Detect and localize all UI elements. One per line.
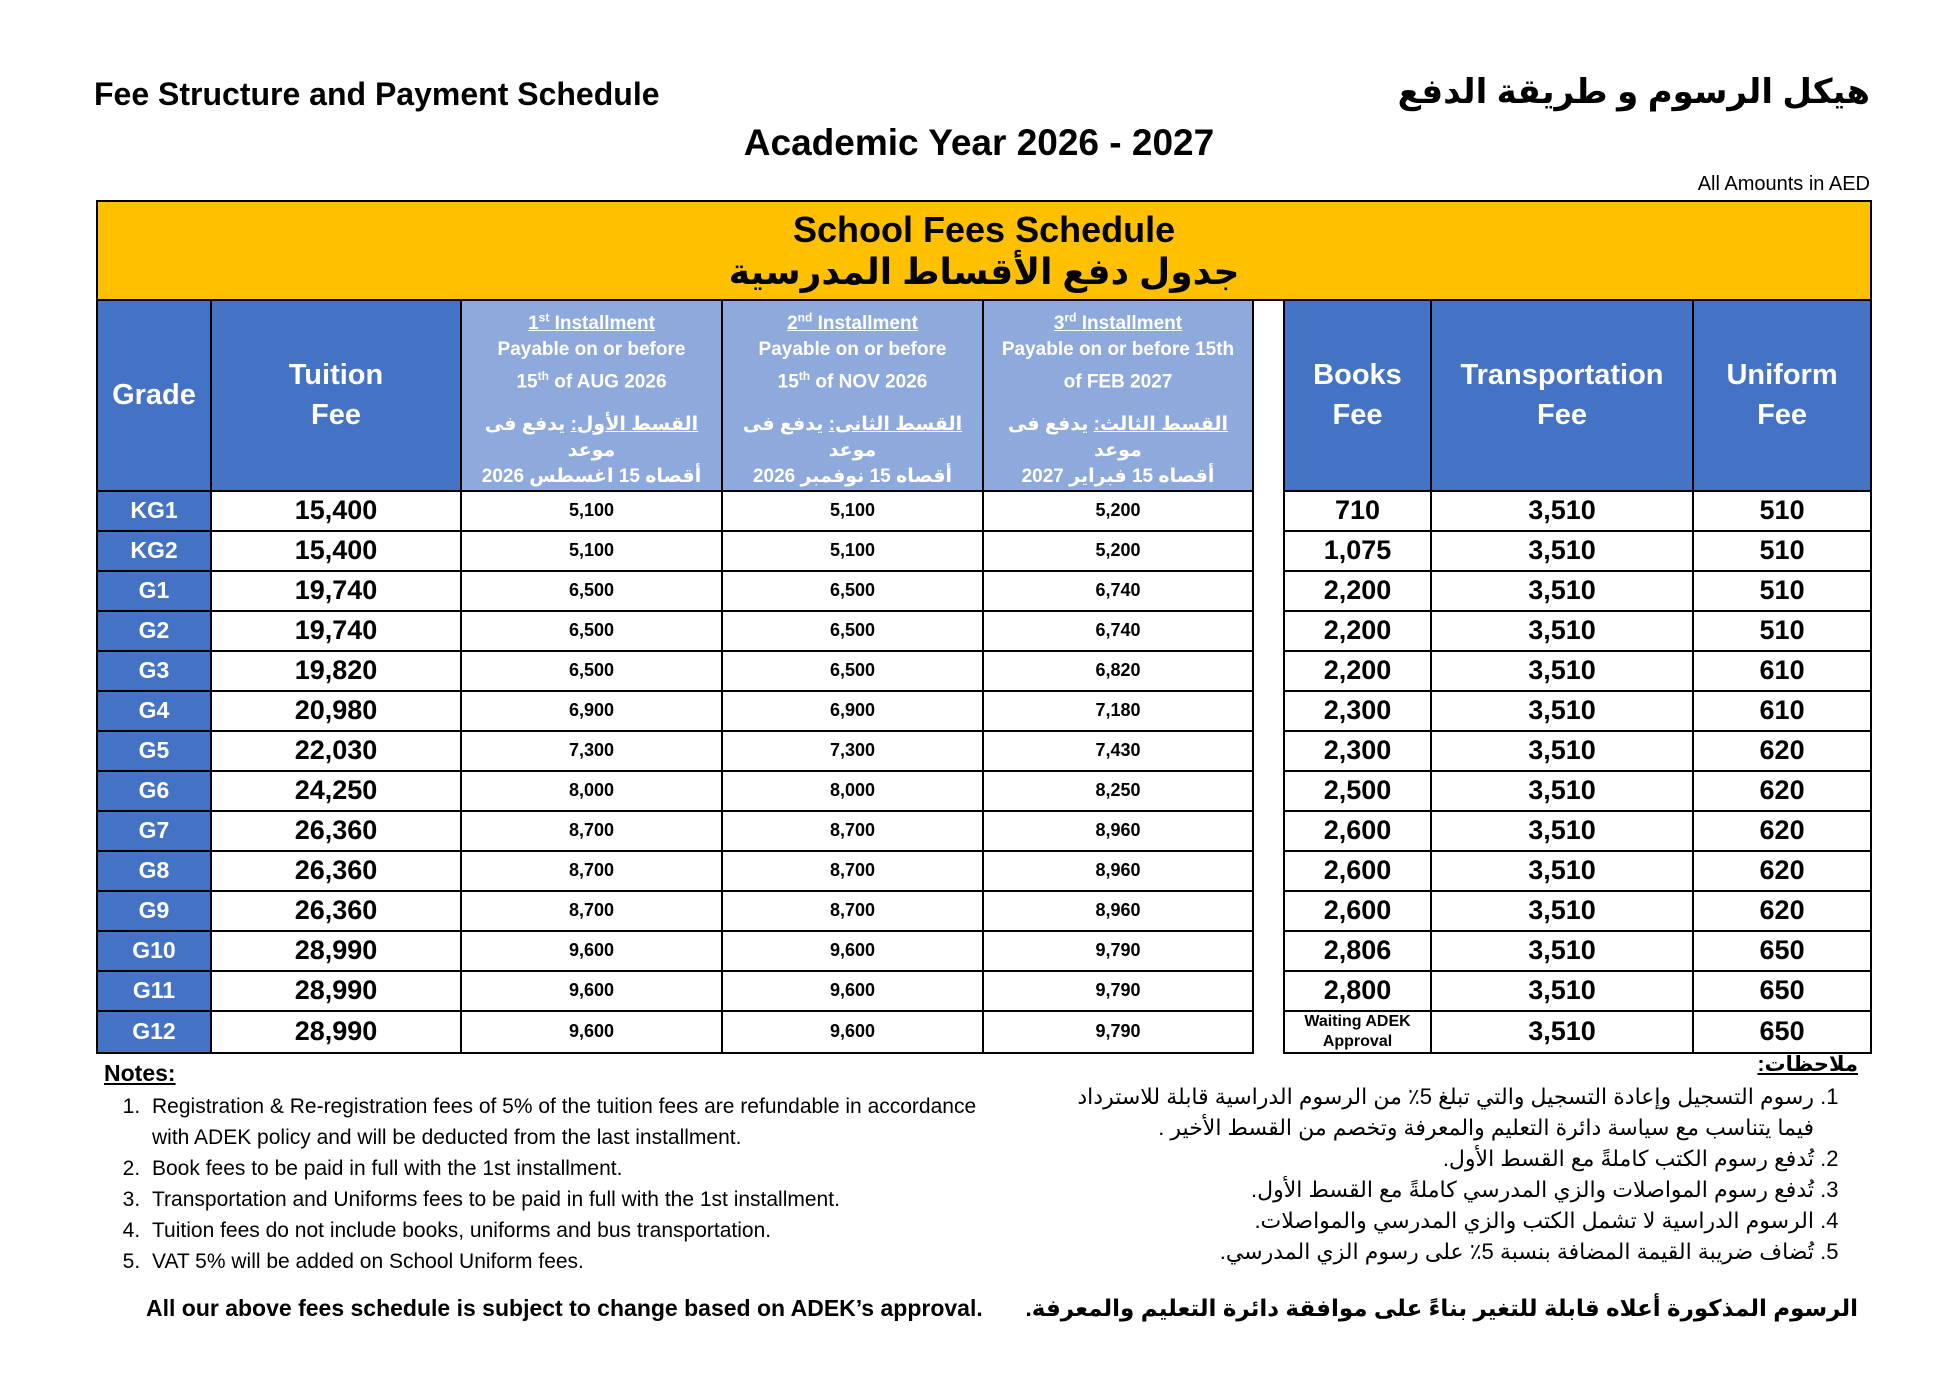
uniform-cell: 610 [1693, 691, 1871, 731]
column-gap [1253, 971, 1284, 1011]
installment-3-cell: 8,960 [983, 851, 1253, 891]
installment-1-cell: 8,700 [461, 851, 722, 891]
note-item: 1. Registration & Re-registration fees of 5% of the tuition fees are refundable in accordance with ADEK policy and will be deducted from the last installment. [146, 1091, 1004, 1153]
installment-2-cell: 9,600 [722, 931, 983, 971]
table-row [97, 771, 1871, 811]
column-gap [1253, 811, 1284, 851]
column-gap [1253, 1011, 1284, 1053]
installment-3-cell: 8,250 [983, 771, 1253, 811]
installment-1-cell: 9,600 [461, 931, 722, 971]
transport-cell: 3,510 [1431, 571, 1693, 611]
tuition-cell: 26,360 [211, 851, 461, 891]
installment-3-cell: 8,960 [983, 891, 1253, 931]
transport-cell: 3,510 [1431, 771, 1693, 811]
installment-3-cell: 5,200 [983, 491, 1253, 531]
fees-table [96, 200, 1872, 1054]
books-cell: 2,200 [1284, 611, 1431, 651]
tuition-cell: 19,740 [211, 611, 461, 651]
installment-3-cell: 6,820 [983, 651, 1253, 691]
header-installment-3 [983, 300, 1253, 491]
note-item-ar: 3. تُدفع رسوم المواصلات والزي المدرسي كاملةً مع القسط الأول. [1038, 1174, 1814, 1205]
installment-header-text [723, 412, 982, 464]
installment-2-cell: 6,500 [722, 571, 983, 611]
transport-cell: 3,510 [1431, 811, 1693, 851]
grade-cell: G12 [97, 1011, 211, 1053]
installment-header-text [787, 313, 918, 334]
books-cell: 2,200 [1284, 651, 1431, 691]
note-item: 5. VAT 5% will be added on School Uniform fees. [146, 1246, 1004, 1277]
grade-cell: G8 [97, 851, 211, 891]
table-row [97, 851, 1871, 891]
installment-header-text: 15 [777, 371, 799, 393]
tuition-cell: 24,250 [211, 771, 461, 811]
notes-heading-ar: ملاحظات: [1757, 1053, 1858, 1076]
installment-header-text: nd [797, 311, 813, 325]
installment-header-text: القسط الثالث: [1093, 413, 1229, 435]
installment-1-cell: 5,100 [461, 491, 722, 531]
books-cell: 2,500 [1284, 771, 1431, 811]
title-ar: هيكل الرسوم و طريقة الدفع [1397, 73, 1870, 111]
installment-header-text [723, 305, 982, 337]
tuition-cell: 15,400 [211, 531, 461, 571]
installment-2-cell: 8,700 [722, 891, 983, 931]
tuition-cell: 19,740 [211, 571, 461, 611]
installment-3-cell: 7,430 [983, 731, 1253, 771]
installment-1-cell: 7,300 [461, 731, 722, 771]
installment-1-cell: 5,100 [461, 531, 722, 571]
installment-header-text: Installment [1076, 313, 1183, 335]
transport-cell: 3,510 [1431, 971, 1693, 1011]
installment-header-text: st [538, 311, 550, 325]
installment-3-cell: 5,200 [983, 531, 1253, 571]
table-row [97, 651, 1871, 691]
uniform-cell: 620 [1693, 731, 1871, 771]
installment-header-text [528, 313, 655, 334]
installment-header-text [984, 305, 1252, 337]
note-item-ar: 5. تُضاف ضريبة القيمة المضافة بنسبة 5٪ على رسوم الزي المدرسي. [1038, 1236, 1814, 1267]
header-grade: Grade [97, 300, 211, 491]
installment-2-cell: 9,600 [722, 1011, 983, 1053]
note-item-ar: 4. الرسوم الدراسية لا تشمل الكتب والزي المدرسي والمواصلات. [1038, 1205, 1814, 1236]
header-uniform: Uniform Fee [1693, 300, 1871, 491]
installment-header-text: of NOV 2026 [810, 371, 928, 393]
grade-cell: G11 [97, 971, 211, 1011]
installment-header-text: Payable on or before 15th [1001, 339, 1235, 361]
column-gap [1253, 611, 1284, 651]
installment-header-text: يدفع فى موعد [742, 413, 877, 461]
final-note-ar: الرسوم المذكورة أعلاه قابلة للتغير بناءً على موافقة دائرة التعليم والمعرفة. [1025, 1295, 1858, 1321]
grade-cell: G5 [97, 731, 211, 771]
grade-cell: G1 [97, 571, 211, 611]
grade-cell: G4 [97, 691, 211, 731]
note-item: 4. Tuition fees do not include books, uniforms and bus transportation. [146, 1215, 1004, 1246]
academic-year: Academic Year 2026 - 2027 [743, 122, 1215, 163]
grade-cell: G3 [97, 651, 211, 691]
installment-2-cell: 8,700 [722, 851, 983, 891]
transport-cell: 3,510 [1431, 731, 1693, 771]
column-gap [1253, 651, 1284, 691]
uniform-cell: 650 [1693, 931, 1871, 971]
currency-note: All Amounts in AED [1697, 173, 1870, 195]
column-gap [1253, 571, 1284, 611]
grade-cell: KG2 [97, 531, 211, 571]
installment-header-text [1054, 313, 1182, 334]
banner-ar: جدول دفع الأقساط المدرسية [728, 250, 1240, 292]
grade-cell: G6 [97, 771, 211, 811]
installment-3-cell: 6,740 [983, 571, 1253, 611]
installment-2-cell: 5,100 [722, 491, 983, 531]
uniform-cell: 510 [1693, 611, 1871, 651]
grade-cell: G10 [97, 931, 211, 971]
column-gap [1253, 851, 1284, 891]
column-gap [1253, 300, 1284, 491]
grade-cell: G2 [97, 611, 211, 651]
installment-header-text: Payable on or before [497, 339, 686, 361]
installment-header-text: Installment [812, 313, 918, 335]
installment-header-text: أقصاه 15 اغسطس 2026 [481, 465, 702, 487]
transport-cell: 3,510 [1431, 931, 1693, 971]
transport-cell: 3,510 [1431, 611, 1693, 651]
installment-1-cell: 8,700 [461, 891, 722, 931]
grade-cell: KG1 [97, 491, 211, 531]
installment-header-text: rd [1064, 311, 1077, 325]
note-item-ar: 2. تُدفع رسوم الكتب كاملةً مع القسط الأول. [1038, 1143, 1814, 1174]
books-cell: 2,800 [1284, 971, 1431, 1011]
installment-3-cell: 9,790 [983, 1011, 1253, 1053]
books-cell: 2,600 [1284, 851, 1431, 891]
grade-cell: G9 [97, 891, 211, 931]
installment-3-cell: 9,790 [983, 931, 1253, 971]
installment-1-cell: 8,000 [461, 771, 722, 811]
books-cell: 2,600 [1284, 811, 1431, 851]
table-row [97, 611, 1871, 651]
installment-header-text: القسط الثانى: [828, 413, 963, 435]
transport-cell: 3,510 [1431, 491, 1693, 531]
installment-header-text [984, 412, 1252, 464]
installment-3-cell: 8,960 [983, 811, 1253, 851]
tuition-cell: 28,990 [211, 931, 461, 971]
tuition-cell: 15,400 [211, 491, 461, 531]
uniform-cell: 620 [1693, 851, 1871, 891]
installment-3-cell: 6,740 [983, 611, 1253, 651]
installment-header-text [462, 305, 721, 337]
books-cell: 2,300 [1284, 691, 1431, 731]
installment-2-cell: 6,900 [722, 691, 983, 731]
installment-header-text: يدفع فى موعد [1007, 413, 1142, 461]
title-en: Fee Structure and Payment Schedule [94, 76, 660, 112]
column-gap [1253, 891, 1284, 931]
installment-header-text: 2 [787, 313, 798, 335]
transport-cell: 3,510 [1431, 851, 1693, 891]
transport-cell: 3,510 [1431, 691, 1693, 731]
grade-cell: G7 [97, 811, 211, 851]
table-row [97, 731, 1871, 771]
table-row [97, 571, 1871, 611]
installment-header-text: 15 [516, 371, 538, 393]
tuition-cell: 26,360 [211, 811, 461, 851]
notes-ar [1038, 1052, 1858, 1267]
tuition-cell: 19,820 [211, 651, 461, 691]
column-gap [1253, 491, 1284, 531]
notes-heading: Notes: [104, 1060, 176, 1086]
note-item: 2. Book fees to be paid in full with the 1st installment. [146, 1153, 1004, 1184]
uniform-cell: 610 [1693, 651, 1871, 691]
installment-header-text: أقصاه 15 فبراير 2027 [1021, 465, 1215, 487]
uniform-cell: 620 [1693, 811, 1871, 851]
transport-cell: 3,510 [1431, 651, 1693, 691]
installment-1-cell: 8,700 [461, 811, 722, 851]
header-transport: Transportation Fee [1431, 300, 1693, 491]
note-item: 3. Transportation and Uniforms fees to be paid in full with the 1st installment. [146, 1184, 1004, 1215]
uniform-cell: 650 [1693, 1011, 1871, 1053]
installment-2-cell: 8,000 [722, 771, 983, 811]
installment-header-text [984, 363, 1252, 395]
table-row [97, 1011, 1871, 1053]
uniform-cell: 620 [1693, 771, 1871, 811]
table-row [97, 531, 1871, 571]
books-cell: 2,200 [1284, 571, 1431, 611]
installment-1-cell: 6,500 [461, 611, 722, 651]
installment-3-cell: 9,790 [983, 971, 1253, 1011]
installment-1-cell: 9,600 [461, 971, 722, 1011]
installment-1-cell: 6,500 [461, 571, 722, 611]
installment-header-text: of AUG 2026 [548, 371, 667, 393]
installment-1-cell: 6,900 [461, 691, 722, 731]
transport-cell: 3,510 [1431, 531, 1693, 571]
uniform-cell: 510 [1693, 491, 1871, 531]
uniform-cell: 650 [1693, 971, 1871, 1011]
installment-header-text [462, 412, 721, 464]
transport-cell: 3,510 [1431, 1011, 1693, 1053]
installment-header-text: th [798, 369, 811, 384]
books-cell: 2,300 [1284, 731, 1431, 771]
tuition-cell: 26,360 [211, 891, 461, 931]
column-gap [1253, 731, 1284, 771]
column-gap [1253, 691, 1284, 731]
uniform-cell: 620 [1693, 891, 1871, 931]
installment-header-text: Installment [549, 313, 655, 335]
banner-en: School Fees Schedule [793, 208, 1176, 250]
installment-header-text [723, 363, 982, 395]
books-cell: Waiting ADEK Approval [1284, 1011, 1431, 1053]
installment-header-text: يدفع فى موعد [484, 413, 616, 461]
installment-2-cell: 7,300 [722, 731, 983, 771]
books-cell: 1,075 [1284, 531, 1431, 571]
tuition-cell: 20,980 [211, 691, 461, 731]
tuition-cell: 28,990 [211, 1011, 461, 1053]
notes-en [104, 1060, 1004, 1277]
column-gap [1253, 771, 1284, 811]
table-row [97, 891, 1871, 931]
header-installment-1 [461, 300, 722, 491]
installment-2-cell: 6,500 [722, 651, 983, 691]
table-row [97, 691, 1871, 731]
column-gap [1253, 931, 1284, 971]
column-gap [1253, 531, 1284, 571]
installment-header-text: 1 [528, 313, 539, 335]
table-row [97, 811, 1871, 851]
installment-2-cell: 5,100 [722, 531, 983, 571]
books-cell: 2,806 [1284, 931, 1431, 971]
tuition-cell: 22,030 [211, 731, 461, 771]
installment-2-cell: 8,700 [722, 811, 983, 851]
installment-1-cell: 9,600 [461, 1011, 722, 1053]
installment-header-text: of FEB 2027 [1063, 371, 1173, 393]
table-row [97, 491, 1871, 531]
installment-header-text: 3 [1053, 313, 1065, 335]
final-note-en: All our above fees schedule is subject to change based on ADEK’s approval. [146, 1295, 983, 1321]
header-installment-2 [722, 300, 983, 491]
installment-2-cell: 6,500 [722, 611, 983, 651]
header-books: Books Fee [1284, 300, 1431, 491]
installment-1-cell: 6,500 [461, 651, 722, 691]
header-tuition: Tuition Fee [211, 300, 461, 491]
installment-header-text: th [537, 369, 549, 384]
tuition-cell: 28,990 [211, 971, 461, 1011]
installment-header-text: القسط الأول: [570, 413, 699, 435]
books-cell: 710 [1284, 491, 1431, 531]
installment-2-cell: 9,600 [722, 971, 983, 1011]
transport-cell: 3,510 [1431, 891, 1693, 931]
table-row [97, 971, 1871, 1011]
note-item-ar: 1. رسوم التسجيل وإعادة التسجيل والتي تبلغ 5٪ من الرسوم الدراسية قابلة للاسترداد فيما يتناسب مع سياسة دائرة التعليم والمعرفة وتخصم من القسط الأخير . [1038, 1081, 1814, 1143]
installment-header-text [462, 363, 721, 395]
uniform-cell: 510 [1693, 571, 1871, 611]
uniform-cell: 510 [1693, 531, 1871, 571]
books-cell: 2,600 [1284, 891, 1431, 931]
installment-header-text: أقصاه 15 نوفمبر 2026 [752, 465, 953, 487]
installment-3-cell: 7,180 [983, 691, 1253, 731]
table-row [97, 931, 1871, 971]
installment-header-text: Payable on or before [758, 339, 947, 361]
table-banner [97, 201, 1871, 300]
